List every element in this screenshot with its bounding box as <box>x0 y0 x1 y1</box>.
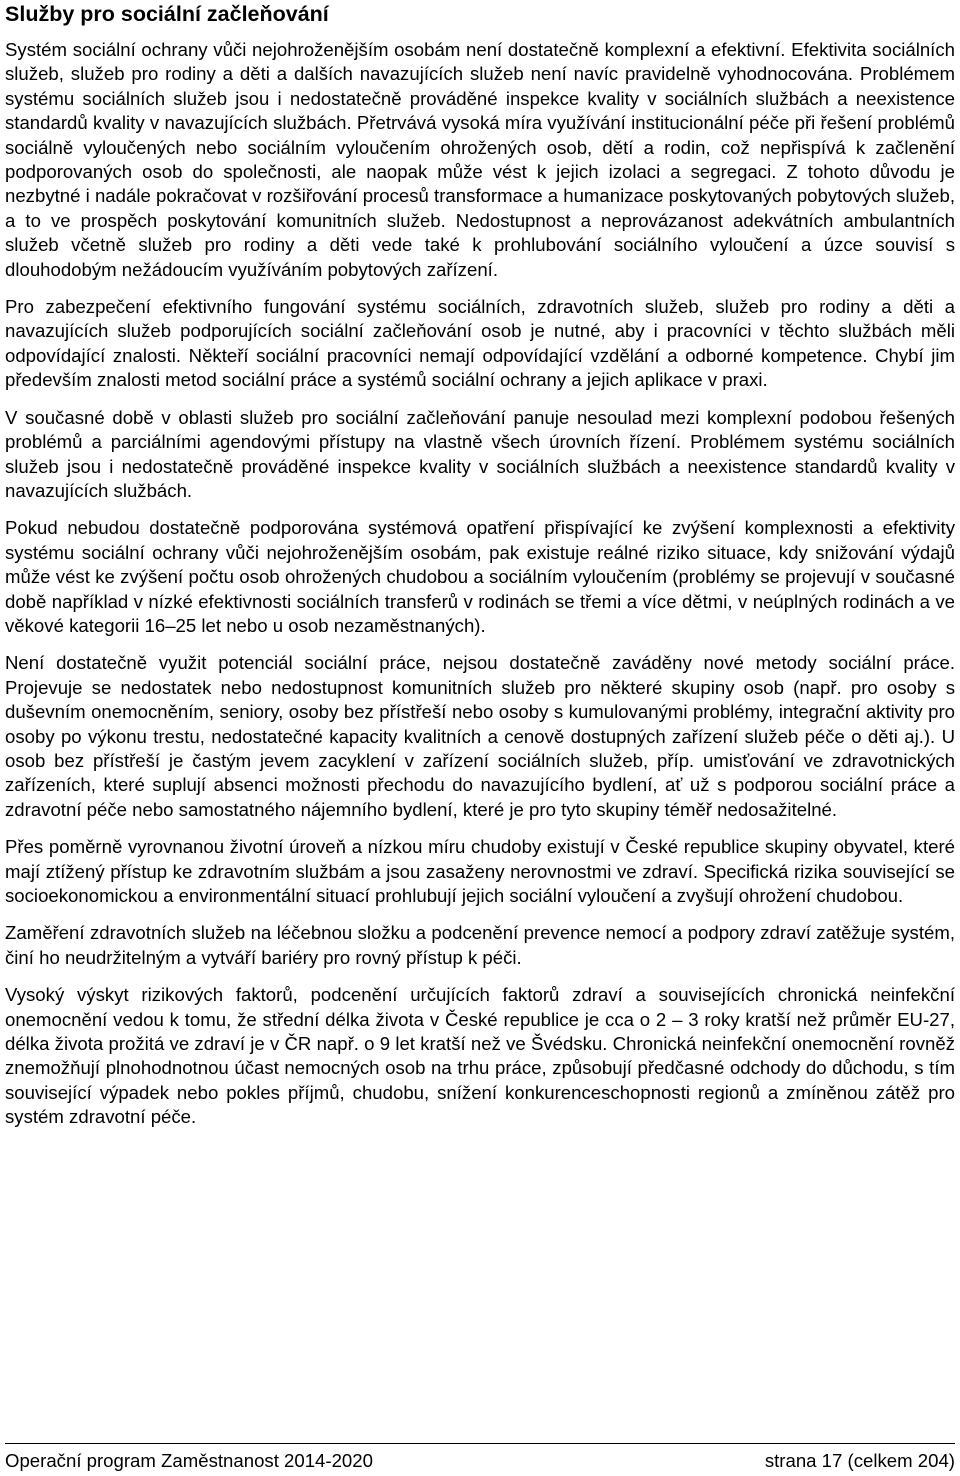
document-page <box>5 0 955 1143</box>
paragraph-4: Pokud nebudou dostatečně podporována systémová opatření přispívající ke zvýšení komplexnosti a efektivity systému sociální ochrany vůči nejohroženějším osobám, pak existuje reálné riziko situace, kdy snižování výdajů může vést ke zvýšení počtu osob ohrožených chudobou a sociálním vyloučením (problémy se projevují v současné době například v nízké efektivnosti sociálních transferů v rodinách se třemi a více dětmi, v neúplných rodinách a ve věkové kategorii 16–25 let nebo u osob nezaměstnaných). <box>5 517 955 636</box>
paragraph-6: Přes poměrně vyrovnanou životní úroveň a nízkou míru chudoby existují v České republice skupiny obyvatel, které mají ztížený přístup ke zdravotním službám a jsou zasaženy nerovnostmi ve zdraví. Specifická rizika související se socioekonomickou a environmentální situací prohlubují jejich sociální vyloučení a zvyšují ohrožení chudobou. <box>5 836 955 906</box>
page-footer <box>5 1443 955 1472</box>
footer-page-number: strana 17 (celkem 204) <box>764 1450 955 1471</box>
paragraph-2: Pro zabezpečení efektivního fungování systému sociálních, zdravotních služeb, služeb pro rodiny a děti a navazujících služeb podporujících sociální začleňování osob je nutné, aby i pracovníci v těchto službách měli odpovídající znalosti. Někteří sociální pracovníci nemají odpovídající vzdělání a odborné kompetence. Chybí jim především znalosti metod sociální práce a systémů sociální ochrany a jejich aplikace v praxi. <box>5 296 955 391</box>
paragraph-8: Vysoký výskyt rizikových faktorů, podcenění určujících faktorů zdraví a souvisejících chronická neinfekční onemocnění vedou k tomu, že střední délka života v České republice je cca o 2 – 3 roky kratší než průměr EU-27, délka života prožitá ve zdraví je v ČR např. o 9 let kratší než ve Švédsku. Chronická neinfekční onemocnění rovněž znemožňují plnohodnotnou účast nemocných osob na trhu práce, způsobují předčasné odchody do důchodu, s tím související výpadek nebo pokles příjmů, chudobu, snížení konkurenceschopnosti regionů a zmíněnou zátěž pro systém zdravotní péče. <box>5 984 955 1128</box>
paragraph-3: V současné době v oblasti služeb pro sociální začleňování panuje nesoulad mezi komplexní podobou řešených problémů a parciálními agendovými přístupy na vlastně všech úrovních řízení. Problémem systému sociálních služeb jsou i nedostatečně prováděné inspekce kvality v sociálních službách a neexistence standardů kvality v navazujících službách. <box>5 406 955 501</box>
document-body <box>5 38 955 1130</box>
paragraph-7: Zaměření zdravotních služeb na léčebnou složku a podcenění prevence nemocí a podpory zdraví zatěžuje systém, činí ho neudržitelným a vytváří bariéry pro rovný přístup k péči. <box>5 922 955 968</box>
paragraph-1: Systém sociální ochrany vůči nejohroženějším osobám není dostatečně komplexní a efektivní. Efektivita sociálních služeb, služeb pro rodiny a děti a dalších navazujících služeb není navíc pravidelně vyhodnocována. Problémem systému sociálních služeb jsou i nedostatečně prováděné inspekce kvality v sociálních službách a neexistence standardů kvality v navazujících službách. Přetrvává vysoká míra využívání institucionální péče při řešení problémů sociálně vyloučených nebo sociálním vyloučením ohrožených osob, dětí a rodin, což nepřispívá k začlenění podporovaných osob do společnosti, ale naopak může vést k jejich izolaci a segregaci. Z tohoto důvodu je nezbytné i nadále pokračovat v rozšiřování procesů transformace a humanizace poskytovaných pobytových služeb, a to ve prospěch poskytování komunitních služeb. Nedostupnost a neprovázanost adekvátních ambulantních služeb včetně služeb pro rodiny a děti vede také k prohlubování sociálního vyloučení a úzce souvisí s dlouhodobým nežádoucím využíváním pobytových zařízení. <box>5 39 955 280</box>
paragraph-5: Není dostatečně využit potenciál sociální práce, nejsou dostatečně zaváděny nové metody sociální práce. Projevuje se nedostatek nebo nedostupnost komunitních služeb pro některé skupiny osob (např. pro osoby s duševním onemocněním, seniory, osoby bez přístřeší nebo osoby s kumulovanými problémy, integrační aktivity pro osoby po výkonu trestu, nedostatečné kapacity kvalitních a cenově dostupných zařízení služeb péče o děti aj.). U osob bez přístřeší je častým jevem zacyklení v zařízení sociálních služeb, příp. umisťování ve zdravotnických zařízeních, které suplují absenci možnosti přechodu do navazujícího bydlení, ať už s podporou sociální práce a zdravotní péče nebo samostatného nájemního bydlení, které je pro tyto skupiny téměř nedosažitelné. <box>5 652 955 820</box>
section-heading: Služby pro sociální začleňování <box>5 2 329 26</box>
footer-program-name: Operační program Zaměstnanost 2014-2020 <box>5 1450 373 1471</box>
